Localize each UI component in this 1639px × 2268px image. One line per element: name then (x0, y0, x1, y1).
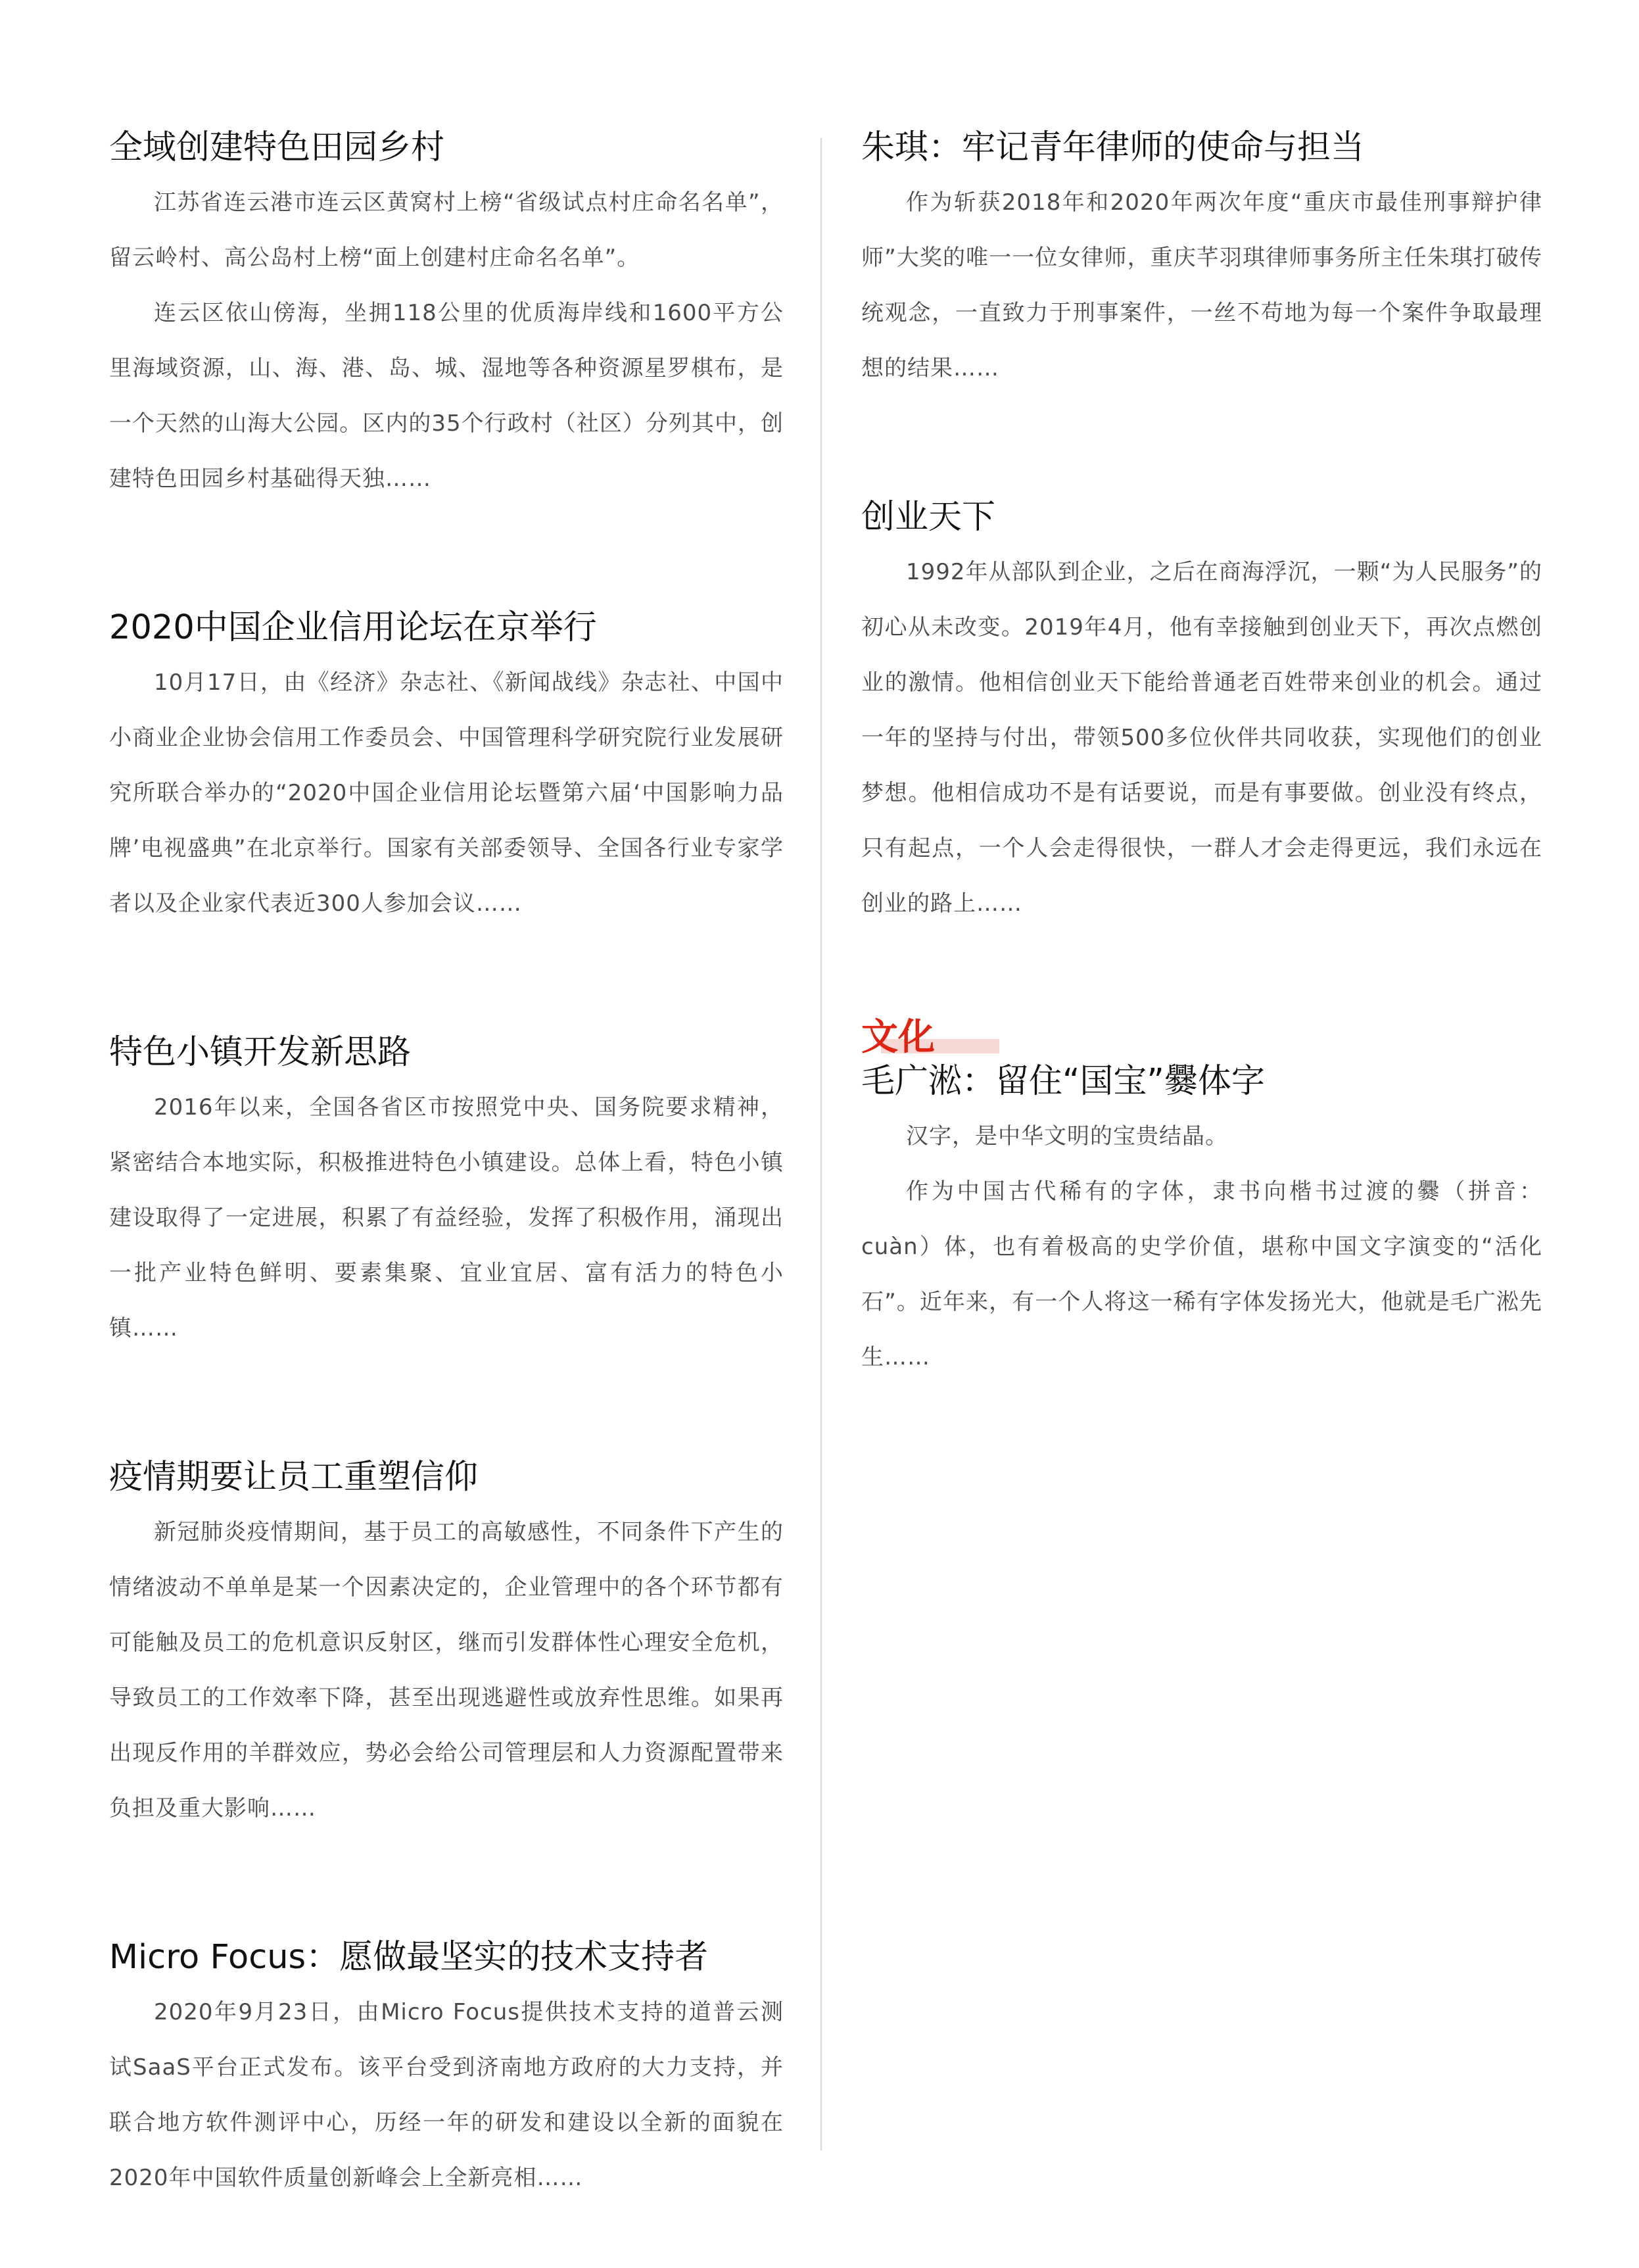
article-rural-villages (109, 125, 784, 506)
article-startup-world (861, 495, 1542, 931)
article-title[interactable]: 疫情期要让员工重塑信仰 (109, 1458, 479, 1497)
right-column (861, 125, 1542, 1385)
section-tag-culture (861, 1017, 1542, 1059)
article-paragraph: 汉字，是中华文明的宝贵结晶。 (906, 1123, 1228, 1149)
article-micro-focus (109, 1935, 784, 2206)
article-title[interactable]: 创业天下 (861, 498, 996, 537)
article-paragraph: 江苏省连云港市连云区黄窝村上榜“省级试点村庄命名名单”，留云岭村、高公岛村上榜“面上创建村庄命名名单”。 (109, 189, 784, 271)
article-title[interactable]: 特色小镇开发新思路 (109, 1033, 412, 1072)
left-column (109, 125, 784, 2206)
column-divider (820, 138, 822, 2150)
article-title[interactable]: 毛广淞：留住“国宝”爨体字 (861, 1062, 1265, 1101)
article-paragraph: 新冠肺炎疫情期间，基于员工的高敏感性，不同条件下产生的情绪波动不单单是某一个因素决定的，企业管理中的各个环节都有可能触及员工的危机意识反射区，继而引发群体性心理安全危机，导致员工的工作效率下降，甚至出现逃避性或放弃性思维。如果再出现反作用的羊群效应，势必会给公司管理层和人力资源配置带来负担及重大影响…… (109, 1519, 784, 1822)
article-title[interactable]: Micro Focus：愿做最坚实的技术支持者 (109, 1938, 709, 1977)
article-paragraph: 1992年从部队到企业，之后在商海浮沉，一颗“为人民服务”的初心从未改变。2019年4月，他有幸接触到创业天下，再次点燃创业的激情。他相信创业天下能给普通老百姓带来创业的机会。通过一年的坚持与付出，带领500多位伙伴共同收获，实现他们的创业梦想。他相信成功不是有话要说，而是有事要做。创业没有终点，只有起点，一个人会走得很快，一群人才会走得更远，我们永远在创业的路上…… (861, 559, 1542, 917)
article-paragraph: 作为中国古代稀有的字体，隶书向楷书过渡的爨（拼音：cuàn）体，也有着极高的史学价值，堪称中国文字演变的“活化石”。近年来，有一个人将这一稀有字体发扬光大，他就是毛广淞先生…… (861, 1178, 1542, 1370)
article-zhu-qi (861, 125, 1542, 396)
article-employee-beliefs (109, 1455, 784, 1836)
article-credit-forum (109, 605, 784, 931)
article-paragraph: 作为斩获2018年和2020年两次年度“重庆市最佳刑事辩护律师”大奖的唯一一位女律师，重庆芊羽琪律师事务所主任朱琪打破传统观念，一直致力于刑事案件，一丝不苟地为每一个案件争取最理想的结果…… (861, 189, 1542, 381)
article-paragraph: 2020年9月23日，由Micro Focus提供技术支持的道普云测试SaaS平台正式发布。该平台受到济南地方政府的大力支持，并联合地方软件测评中心，历经一年的研发和建设以全新的面貌在2020年中国软件质量创新峰会上全新亮相…… (109, 1999, 784, 2191)
article-cuan-script (861, 1059, 1542, 1385)
article-featured-towns (109, 1030, 784, 1356)
article-paragraph: 10月17日，由《经济》杂志社、《新闻战线》杂志社、中国中小商业企业协会信用工作委员会、中国管理科学研究院行业发展研究所联合举办的“2020中国企业信用论坛暨第六届‘中国影响力品牌’电视盛典”在北京举行。国家有关部委领导、全国各行业专家学者以及企业家代表近300人参加会议…… (109, 669, 784, 917)
article-paragraph: 2016年以来，全国各省区市按照党中央、国务院要求精神，紧密结合本地实际，积极推进特色小镇建设。总体上看，特色小镇建设取得了一定进展，积累了有益经验，发挥了积极作用，涌现出一批产业特色鲜明、要素集聚、宜业宜居、富有活力的特色小镇…… (109, 1094, 784, 1341)
article-title[interactable]: 2020中国企业信用论坛在京举行 (109, 608, 597, 647)
article-title[interactable]: 朱琪：牢记青年律师的使命与担当 (861, 128, 1365, 167)
article-paragraph: 连云区依山傍海，坐拥118公里的优质海岸线和1600平方公里海域资源，山、海、港、岛、城、湿地等各种资源星罗棋布，是一个天然的山海大公园。区内的35个行政村（社区）分列其中，创建特色田园乡村基础得天独…… (109, 300, 784, 492)
article-title[interactable]: 全域创建特色田园乡村 (109, 128, 445, 167)
section-tag-label: 文化 (861, 1016, 935, 1059)
